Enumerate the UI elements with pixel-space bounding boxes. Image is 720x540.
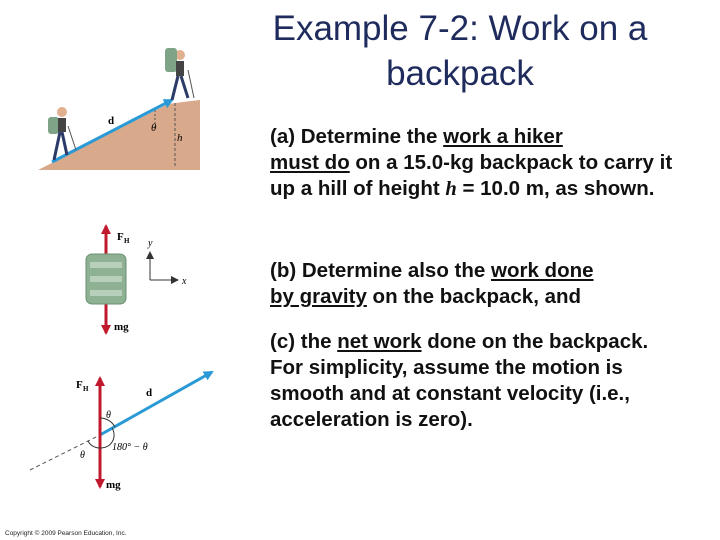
hiker-top xyxy=(165,48,194,100)
para-b-text: on the backpack, and xyxy=(366,285,582,308)
copyright-notice: Copyright © 2009 Pearson Education, Inc. xyxy=(5,530,127,537)
label-mg-fbd: mg xyxy=(114,321,129,333)
label-d-top: d xyxy=(108,115,115,127)
para-b-underline-1: work done xyxy=(491,259,594,282)
label-y: y xyxy=(148,238,153,249)
para-a-variable-h: h xyxy=(445,178,457,200)
label-180-theta: 180° − θ xyxy=(112,442,148,453)
label-fh-fbd-sub: H xyxy=(124,237,130,245)
para-a-text-1: on a 15.0-kg backpack to carry it up a hill of height xyxy=(270,151,673,200)
label-fh-fbd: F xyxy=(117,231,124,243)
label-theta-top: θ xyxy=(151,122,157,134)
incline-dashed-line xyxy=(30,435,100,470)
label-theta-lower: θ xyxy=(80,450,85,461)
title-line-1: Example 7-2: Work on a xyxy=(272,9,648,48)
para-a-prefix: (a) Determine the xyxy=(270,125,444,148)
para-c-line-2: For simplicity, assume the motion is smooth and at constant velocity (i.e., acceleration is zero). xyxy=(270,356,630,431)
label-fh-vec-sub: H xyxy=(83,385,89,393)
para-c-text: done on the backpack. xyxy=(421,330,649,353)
para-b-underline-2: by gravity xyxy=(270,285,367,308)
para-a-underline-2: must do xyxy=(270,151,350,174)
para-a-underline-1: work a hiker xyxy=(443,125,563,148)
displacement-vector xyxy=(100,372,212,435)
para-a-text-2: = 10.0 m, as shown. xyxy=(456,177,655,200)
angle-arc-bottom xyxy=(88,441,100,448)
title-line-2: backpack xyxy=(386,54,534,93)
para-c-prefix: (c) the xyxy=(270,330,338,353)
vector-angle-diagram xyxy=(30,372,212,491)
hill-diagram xyxy=(38,48,200,170)
label-fh-vec: F xyxy=(76,379,83,391)
label-d-vec: d xyxy=(146,387,153,399)
para-b-prefix: (b) Determine also the xyxy=(270,259,491,282)
free-body-diagram xyxy=(86,226,187,333)
label-x: x xyxy=(182,276,187,287)
hill-top xyxy=(168,100,200,104)
label-h: h xyxy=(177,132,183,144)
para-c-underline: net work xyxy=(337,330,422,353)
label-theta-upper: θ xyxy=(106,410,111,421)
backpack-icon xyxy=(86,254,126,304)
label-mg-vec: mg xyxy=(106,479,121,491)
